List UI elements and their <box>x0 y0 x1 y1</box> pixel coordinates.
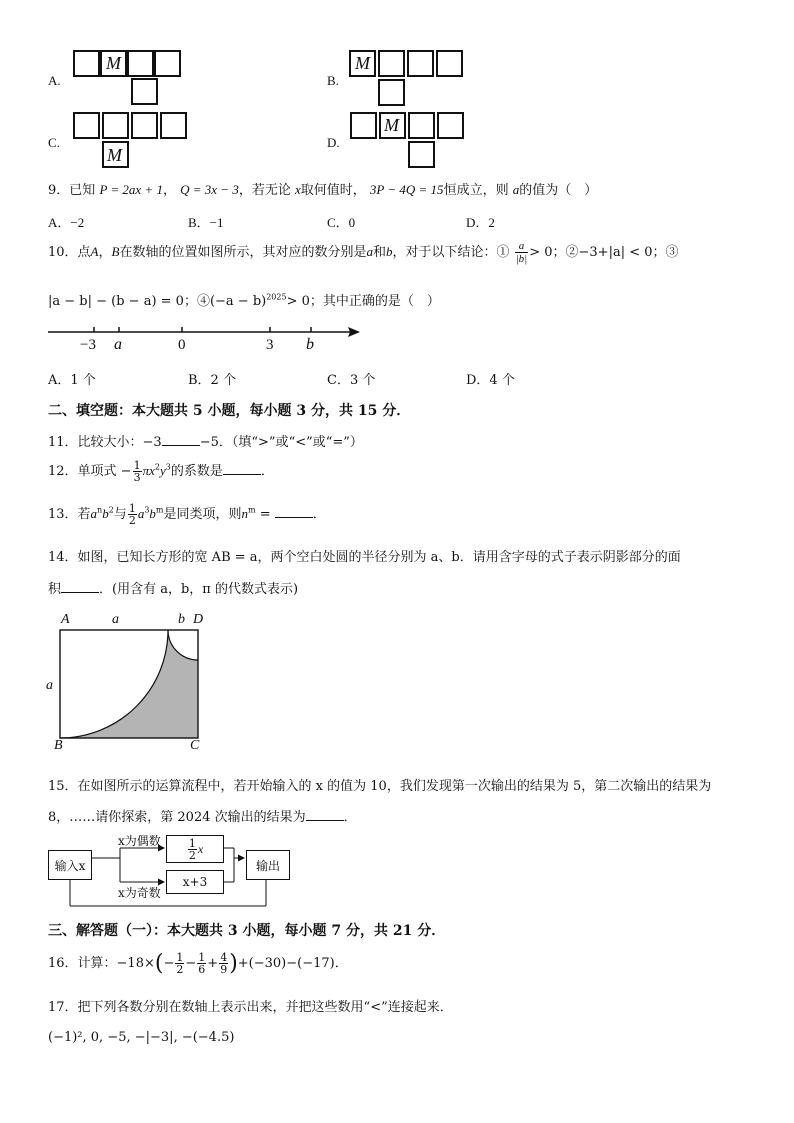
question-17-line2: (−1)², 0, −5, −|−3|, −(−4.5) <box>48 1030 235 1045</box>
option-d-label: D. <box>327 135 340 150</box>
vertex-label: D <box>193 612 204 627</box>
net-letter: M <box>107 145 122 165</box>
question-12: 12．单项式 − $\frac{1}{3}$ $\pi x^2y^3$的系数是 ． <box>48 459 274 484</box>
vertex-label: A <box>61 612 70 627</box>
tick-label: 0 <box>178 337 186 353</box>
q10-option-d: D．4 个 <box>466 373 515 388</box>
section-heading-3: 三、解答题（一）：本大题共 3 小题，每小题 7 分，共 21 分． <box>48 923 446 939</box>
output-box: 输出 <box>246 850 290 880</box>
option-a-label: A. <box>48 73 61 88</box>
tick-label: a <box>114 336 122 353</box>
question-10-line2: |a − b| − (b − a) = 0；④(−a − b)$^{2025}$> 0；其中正确的是（ ） <box>48 292 440 309</box>
side-label: b <box>178 612 185 627</box>
question-17-line1: 17．把下列各数分别在数轴上表示出来，并把这些数用“<”连接起来． <box>48 1000 453 1015</box>
q10-option-a: A．1 个 <box>48 373 96 388</box>
net-letter: M <box>106 53 121 73</box>
net-letter: M <box>355 53 370 73</box>
q9-option-b: B．−1 <box>188 215 224 230</box>
question-14-line2: 积 ．(用含有 a，b，π 的代数式表示) <box>48 582 299 597</box>
tick-label: −3 <box>80 337 96 353</box>
net-letter: M <box>384 115 399 135</box>
question-14-line1: 14．如图，已知长方形的宽 AB = a，两个空白处圆的半径分别为 a、b．请用含字母的式子表示阴影部分的面 <box>48 550 681 565</box>
q10-option-b: B．2 个 <box>188 373 236 388</box>
question-9: 9．已知 P = 2ax + 1， Q = 3x − 3，若无论 x取何值时， 3P − 4Q = 15恒成立，则 a的值为（ ） <box>48 182 598 198</box>
side-label: a <box>112 612 119 627</box>
tick-label: b <box>306 336 314 353</box>
even-label: x为偶数 <box>118 834 161 848</box>
question-15-line1: 15．在如图所示的运算流程中，若开始输入的 x 的值为 10，我们发现第一次输出的结果为 5，第二次输出的结果为 <box>48 779 712 794</box>
question-11: 11．比较大小：−3 −5．（填“>”或“<”或“=”） <box>48 435 363 450</box>
odd-label: x为奇数 <box>118 886 161 900</box>
section-heading-2: 二、填空题：本大题共 5 小题，每小题 3 分，共 15 分． <box>48 403 411 419</box>
q9-option-d: D．2 <box>466 215 495 230</box>
q9-option-a: A．−2 <box>48 215 85 230</box>
tick-label: 3 <box>266 337 274 353</box>
option-b-label: B. <box>327 73 339 88</box>
vertex-label: C <box>190 738 200 753</box>
question-10-line1: 10．点A，B在数轴的位置如图所示，其对应的数分别是a和b，对于以下结论：① $\frac{a}{|b|}$ > 0；②−3+|a| < 0；③ <box>48 240 679 265</box>
input-box: 输入x <box>48 850 92 880</box>
half-operation-box: $\frac{1}{2}$ x <box>166 835 224 863</box>
side-label: a <box>46 678 53 693</box>
plus-three-box: x+3 <box>166 870 224 894</box>
option-c-label: C. <box>48 135 60 150</box>
vertex-label: B <box>54 738 63 753</box>
question-16: 16．计算：−18×(− $\frac{1}{2}$ − $\frac{1}{6}$ + $\frac{4}{9}$ )+(−30)−(−17)． <box>48 951 348 976</box>
q9-option-c: C．0 <box>327 215 356 230</box>
question-15-line2: 8，……请你探索，第 2024 次输出的结果为 ． <box>48 810 357 825</box>
shaded-rectangle-figure <box>58 628 200 740</box>
q10-option-c: C．3 个 <box>327 373 376 388</box>
question-13: 13．若$a^nb^2$与 $\frac{1}{2}$ $a^3b^m$是同类项，则$n^m$ = ． <box>48 502 326 527</box>
